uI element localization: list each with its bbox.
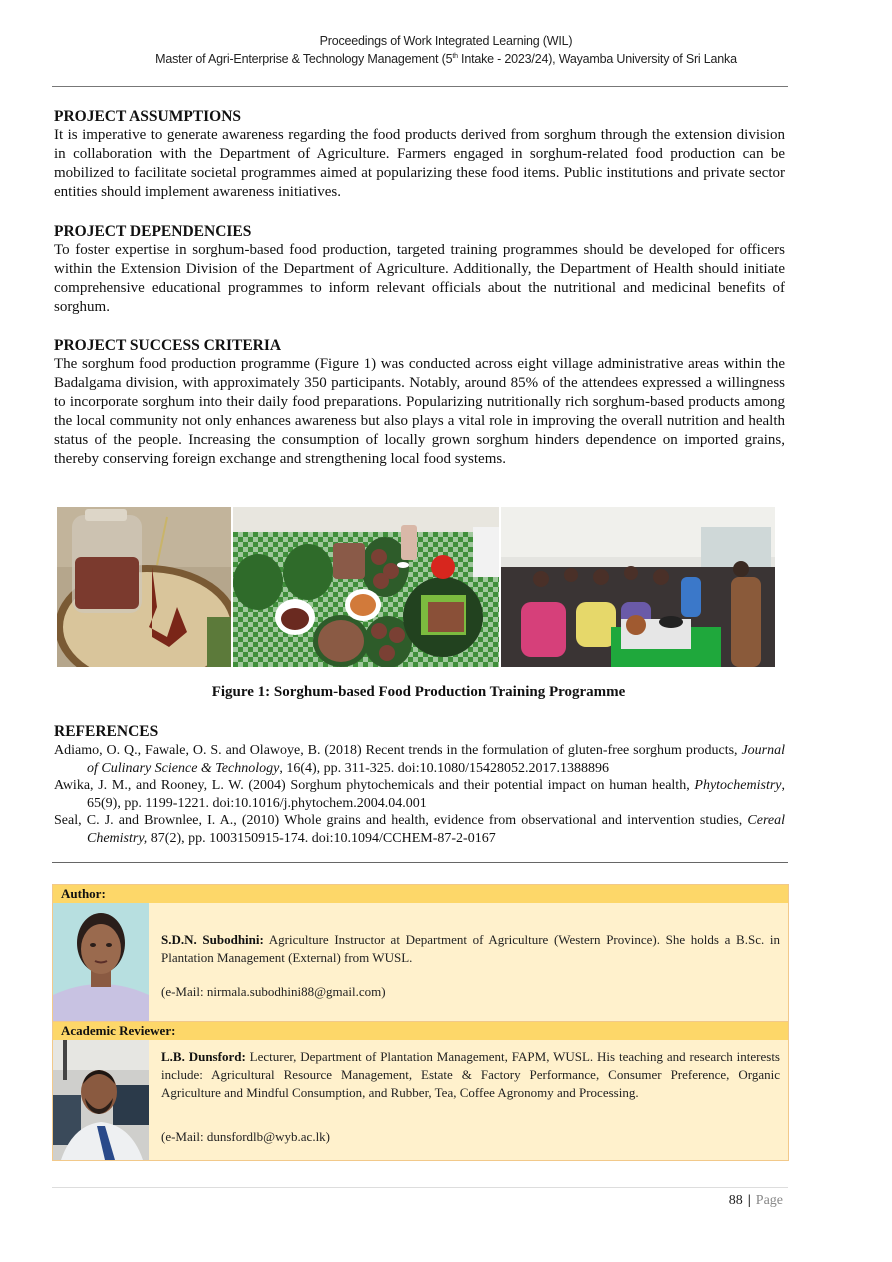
author-bio xyxy=(161,931,780,967)
author-box xyxy=(52,884,789,1022)
author-name: S.D.N. Subodhini: xyxy=(161,932,264,947)
subtitle-part-2: Intake - 2023/24), Wayamba University of Sri Lanka xyxy=(457,52,737,66)
reviewer-body xyxy=(53,1040,788,1160)
reference-journal: Journal of Culinary Science & Technology xyxy=(87,743,785,776)
author-description: Agriculture Instructor at Department of Agriculture (Western Province). She holds a B.Sc. in Plantation Management (External) from WUSL. xyxy=(161,932,780,965)
reference-item xyxy=(54,742,785,777)
references-section xyxy=(54,722,785,847)
reviewer-box xyxy=(52,1021,789,1161)
references-heading: REFERENCES xyxy=(54,723,159,740)
reviewer-name: L.B. Dunsford: xyxy=(161,1049,246,1064)
photo-training-session xyxy=(501,507,775,667)
programme-subtitle xyxy=(0,52,892,66)
author-heading: Author: xyxy=(53,885,788,903)
photo-sorghum-jar xyxy=(57,507,231,667)
subtitle-part-1: Master of Agri-Enterprise & Technology Management (5 xyxy=(155,52,453,66)
header-divider xyxy=(52,86,788,87)
reference-item xyxy=(54,812,785,847)
section-heading: PROJECT SUCCESS CRITERIA xyxy=(54,337,282,354)
author-body xyxy=(53,903,788,1021)
reference-journal: Phytochemistry xyxy=(694,778,782,793)
reference-journal: Cereal Chemistry, xyxy=(87,813,785,846)
reviewer-email: (e-Mail: dunsfordlb@wyb.ac.lk) xyxy=(161,1129,331,1144)
reviewer-heading: Academic Reviewer: xyxy=(53,1022,788,1040)
reference-item xyxy=(54,777,785,812)
page-footer xyxy=(729,1193,783,1209)
reference-text: Adiamo, O. Q., Fawale, O. S. and Olawoye, B. (2018) Recent trends in the formulation of gluten-free sorghum products, xyxy=(54,743,742,758)
photo-sorghum-food-products xyxy=(233,507,499,667)
reference-text: Awika, J. M., and Rooney, L. W. (2004) Sorghum phytochemicals and their potential impact on human health, xyxy=(54,778,695,793)
section-body: To foster expertise in sorghum-based food production, targeted training programmes should be developed for officers within the Extension Division of the Department of Agriculture. Additionally, the Department of Health should initiate comprehensive educational programmes to inform relevant officials about the nutritional and medicinal benefits of sorghum. xyxy=(54,242,785,315)
subtitle-superscript: th xyxy=(452,52,458,60)
section-heading: PROJECT DEPENDENCIES xyxy=(54,223,252,240)
reviewer-photo xyxy=(53,1040,149,1160)
reference-details: , 16(4), pp. 311-325. doi:10.1080/15428052.2017.1388896 xyxy=(279,760,609,776)
section-body: The sorghum food production programme (Figure 1) was conducted across eight village administrative areas within the Badalgama division, with approximately 350 participants. Notably, around 85% of the attendees expressed a willingness to incorporate sorghum into their daily food preparations. Popularizing nutritionally rich sorghum-based products among the local community not only enhances awareness but also plays a vital role in improving the overall nutrition and health status of the people. Increasing the consumption of locally grown sorghum hinders dependence on imported grains, thereby conserving foreign exchange and strengthening local food systems. xyxy=(54,356,785,467)
figure-caption: Figure 1: Sorghum-based Food Production Training Programme xyxy=(211,684,626,700)
reference-details: 87(2), pp. 1003150915-174. doi:10.1094/CCHEM-87-2-0167 xyxy=(147,830,496,846)
reviewer-description: Lecturer, Department of Plantation Management, FAPM, WUSL. His teaching and research interests include: Agricultural Resource Management, Estate & Factory Performance, Consumer Preference, Organic Agriculture and Mindful Consumption, and Rubber, Tea, Coffee Agronomy and Processing. xyxy=(161,1049,780,1100)
section-dependencies xyxy=(54,222,785,317)
section-success-criteria xyxy=(54,336,785,469)
page-label: Page xyxy=(755,1193,783,1208)
proceedings-title: Proceedings of Work Integrated Learning (WIL) xyxy=(319,34,573,48)
section-heading: PROJECT ASSUMPTIONS xyxy=(54,108,242,125)
reviewer-bio xyxy=(161,1048,780,1102)
reference-details: , 65(9), pp. 1199-1221. doi:10.1016/j.phytochem.2004.04.001 xyxy=(87,778,785,811)
page-separator: | xyxy=(747,1193,751,1208)
reference-text: Seal, C. J. and Brownlee, I. A., (2010) Whole grains and health, evidence from observational and intervention studies, xyxy=(54,813,748,828)
section-assumptions xyxy=(54,107,785,202)
page-number: 88 xyxy=(728,1193,743,1208)
author-photo xyxy=(53,903,149,1021)
section-body: It is imperative to generate awareness regarding the food products derived from sorghum through the extension division in collaboration with the Department of Agriculture. Farmers engaged in sorghum-related food production can be mobilized to facilitate societal programmes aimed at popularizing these food items. Public institutions and private sector entities should implement awareness initiatives. xyxy=(54,127,785,200)
author-email: (e-Mail: nirmala.subodhini88@gmail.com) xyxy=(161,984,386,999)
footer-divider xyxy=(52,1187,788,1188)
references-divider xyxy=(52,862,788,863)
